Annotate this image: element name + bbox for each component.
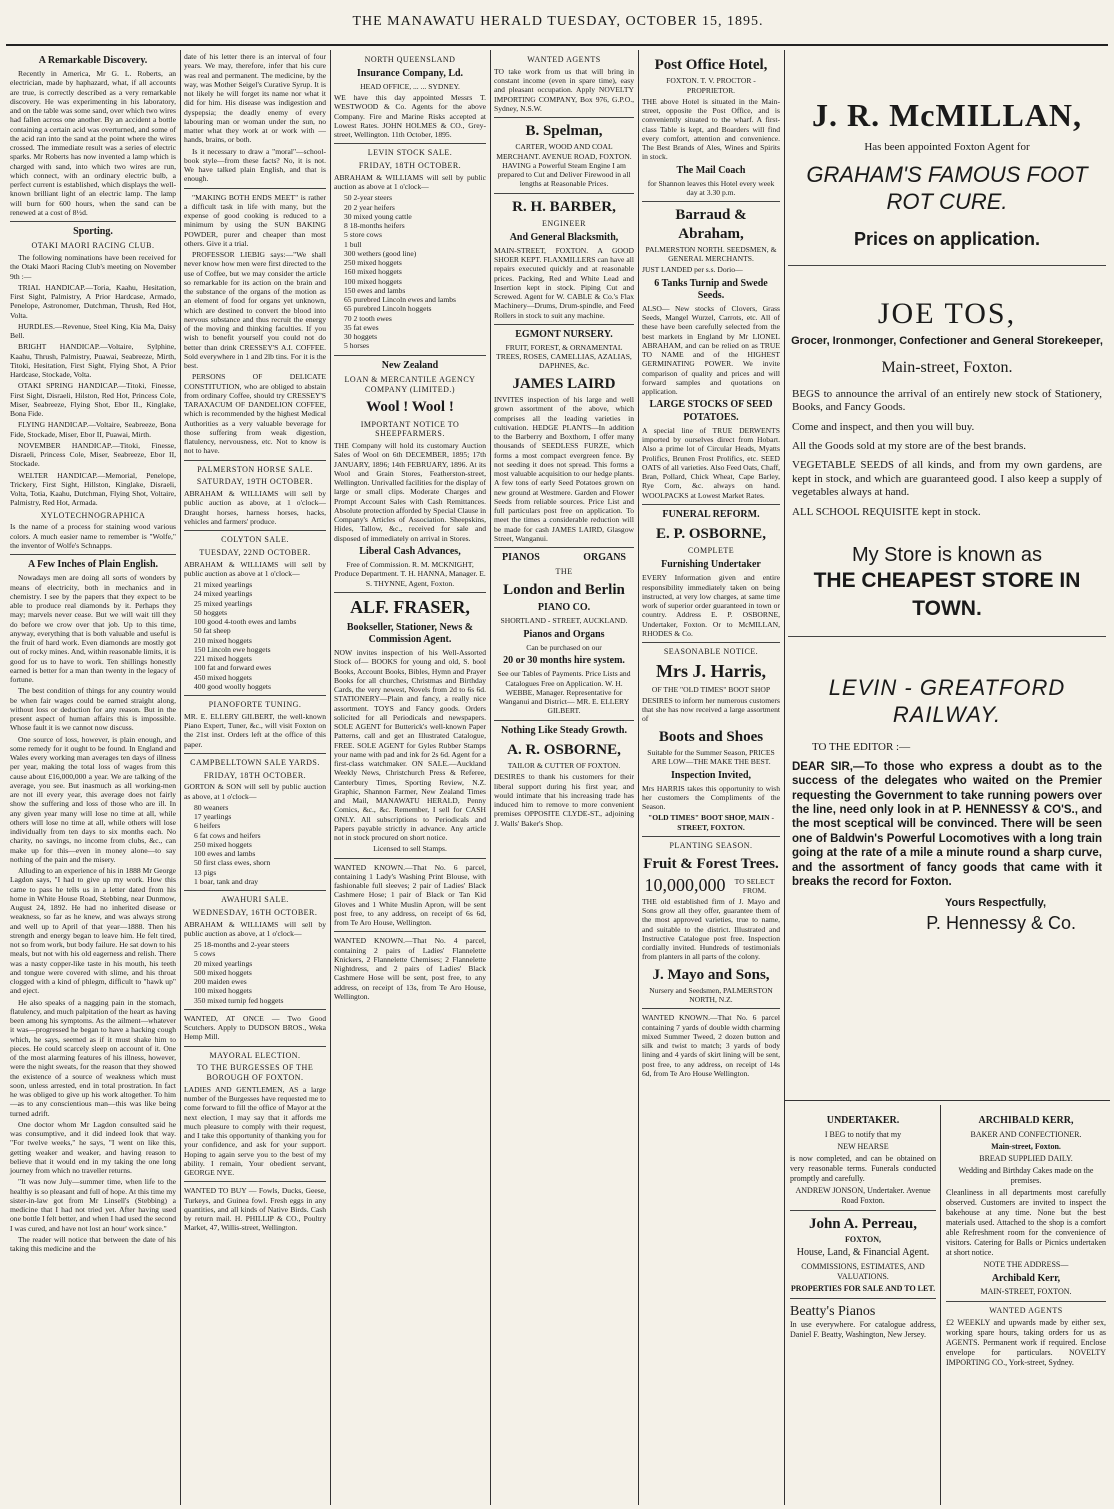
- advert-title: A. R. OSBORNE,: [507, 741, 621, 758]
- advert-paragraph: Suitable for the Summer Season, PRICES ARE LOW—THE MAKE THE BEST.: [647, 748, 775, 767]
- article-paragraph: One source of loss, however, is plain enough, and some remedy for it ought to be found. In England and Wales every working man averages ten days of illness per year, making the total loss of wages from this cause about £16,000,000 a year. We are talking of the average, you see. But inasmuch as all working-men are not ill every year, this average does not fairly show the suffering and loss of those who are ill. In any given year many will lose no time at all, while others will lose no time at all, while others will lose individually from ten days to six months each. No charity, no savings, no income from clubs, &c., can make up for this—even in money alone—to say nothing of the pain and the misery.: [10, 734, 176, 864]
- advert-paragraph: Licensed to sell Stamps.: [373, 844, 447, 854]
- advert-date: TUESDAY, 22ND OCTOBER.: [199, 547, 311, 557]
- advert-subheading: Furnishing Undertaker: [661, 559, 761, 571]
- article-paragraph: Is it necessary to draw a "moral"—school-book style—from these facts? No, it is not. We have talked plain English, and that is enough.: [184, 146, 326, 184]
- divider: [790, 1210, 936, 1211]
- divider: [184, 1046, 326, 1047]
- advert-title: JOE TOS,: [877, 297, 1017, 331]
- advert-subheading: PIANO CO.: [537, 602, 591, 614]
- masthead: THE MANAWATU HERALD TUESDAY, OCTOBER 15, 1895.: [352, 14, 764, 29]
- advert-paragraph: JUST LANDED per s.s. Dorio—: [642, 265, 743, 275]
- article-paragraph: The following nominations have been received for the Otaki Maori Racing Club's meeting on November 9th :—: [10, 253, 176, 281]
- advert-heading: WANTED AGENTS: [527, 55, 601, 64]
- divider: [494, 720, 634, 721]
- advert-title: EGMONT NURSERY.: [515, 328, 613, 340]
- advert-subheading: Grocer, Ironmonger, Confectioner and General Storekeeper,: [791, 334, 1103, 347]
- advert-paragraph: ABRAHAM & WILLIAMS will sell by public auction as above at 1 o'clock—: [184, 559, 326, 578]
- advert-paragraph: INVITES inspection of his large and well grown assortment of the above, which comprises all the leading varieties in cultivation. HEDGE PLANTS—In addition to the Barberry and Boxthorn, I offer many thousands of SEEDLESS FURZE, which forms a most compact evergreen fence. By not seeding it does not spread. This forms a most valuable acquisition to our hedge plants. A few tons of early Seed Potatoes grown on new ground at Westmere. Garden and Flower Seeds from reliable sources. Price List and full particulars post free on application. To meet the times a considerable reduction will be made for cash JAMES LAIRD, Glasgow Street, Wanganui.: [494, 395, 634, 543]
- list-item: 21 mixed yearlings: [194, 580, 253, 589]
- article-paragraph: HURDLES.—Revenue, Steel King, Kia Ma, Daisy Bell.: [10, 321, 176, 341]
- advert-paragraph: Cleanliness in all departments most carefully observed. Customers are invited to inspect the bakehouse at any time. None but the best materials used. Attached to the shop is a comfort able Refreshment room for the convenience of visitors. Catering for Balls or Picnics undertaken at short notice.: [946, 1187, 1106, 1257]
- divider: [184, 695, 326, 696]
- advert-heading: AWAHURI SALE.: [221, 895, 289, 904]
- advert-subheading: LOAN & MERCANTILE AGENCY COMPANY (LIMITED.): [344, 374, 476, 394]
- advert-paragraph: All the Goods sold at my store are of the best brands.: [792, 439, 1027, 452]
- divider: [784, 1100, 1110, 1101]
- divider: [334, 143, 486, 144]
- advert-title: JAMES LAIRD: [512, 375, 616, 392]
- advert-title: Wool ! Wool !: [366, 399, 454, 416]
- stock-list: [184, 940, 326, 1005]
- list-item: 150 Lincoln ewe hoggets: [194, 644, 271, 654]
- article-paragraph: "It was now July—summer time, when life to the healthy is so pleasant and full of hope. At this time my sister-in-law got from Mr Linsell's (Stebbing) a medicine that I had not tried yet. After having used one bottle I felt better, and when I had used the second I was cured, and have not lost an hour' work since.": [10, 1177, 176, 1233]
- list-item: 200 maiden ewes: [194, 977, 247, 986]
- list-item: 35 fat ewes: [344, 322, 379, 332]
- advert-subheading: TO THE BURGESSES OF THE BOROUGH OF FOXTON.: [196, 1063, 314, 1082]
- divider: [642, 1008, 780, 1009]
- advert-paragraph: ALL SCHOOL REQUISITE kept in stock.: [792, 505, 981, 518]
- divider: [334, 931, 486, 932]
- list-item: 150 ewes and lambs: [344, 285, 406, 295]
- stock-list: [334, 193, 486, 350]
- advert-paragraph: ABRAHAM & WILLIAMS will sell by public auction as above, at 1 o'clock—: [184, 919, 326, 938]
- letter-salutation: TO THE EDITOR :—: [812, 740, 911, 753]
- column-1: [6, 52, 180, 1502]
- advert-title: Barraud & Abraham,: [675, 207, 747, 242]
- advert-title: ALF. FRASER,: [350, 596, 470, 617]
- advert-paragraph: OF THE "OLD TIMES" BOOT SHOP: [651, 684, 771, 694]
- advert-subheading: Bookseller, Stationer, News & Commission Agent.: [346, 621, 474, 645]
- article-paragraph: WELTER HANDICAP.—Memorial, Penelope, Trickery, First Sight, Hillston, Kinglake, Disraeli, Volta, Totia, Kaahu, Dutchman, Flying Shot, Voltaire, Palmistry, Red Hot, Armada.: [10, 470, 176, 508]
- list-item: 30 mixed young cattle: [344, 211, 412, 221]
- advert-subheading: THE: [555, 567, 573, 577]
- advert-title: UNDERTAKER.: [826, 1115, 900, 1126]
- list-item: 20 2 year heifers: [344, 202, 395, 212]
- advert-title: Post Office Hotel,: [654, 57, 768, 73]
- advert-heading-row: [494, 552, 634, 564]
- list-item: 24 mixed yearlings: [194, 589, 253, 599]
- divider: [494, 547, 634, 548]
- advert-title: ARCHIBALD KERR,: [978, 1115, 1074, 1126]
- list-item: 100 ewes and lambs: [194, 849, 256, 858]
- advert-heading: MAYORAL ELECTION.: [209, 1050, 301, 1060]
- list-item: 500 mixed hoggets: [194, 967, 252, 977]
- divider: [184, 188, 326, 189]
- advert-title: My Store is known as: [851, 543, 1043, 566]
- advert-paragraph: WANTED, AT ONCE — Two Good Scutchers. Apply to DUDSON BROS., Weka Hemp Mill.: [184, 1013, 326, 1042]
- advert-paragraph: DESIRES to inform her numerous customers that she has now received a large assortment of: [642, 695, 780, 724]
- advert-paragraph: PERSONS OF DELICATE CONSTITUTION, who are obliged to abstain from ordinary Coffee, should try CRESSEY'S TARAXACUM OF DANDELION COFFEE, which is recommended by the highest Medical Authorities as a very valuable beverage for those suffering from weak digestion, flatulency, nervousness, etc. Not to know is not to have.: [184, 372, 326, 456]
- list-item: 5 horses: [344, 341, 370, 351]
- list-item: 50 fat sheep: [194, 626, 231, 636]
- article-paragraph: One doctor whom Mr Lagdon consulted said he was consumptive, and it did indeed look that way. "For twelve weeks," he says, "I went on like this, getting weaker and weaker, and having reason to believe that it would end in my taking the one long journey from which no traveller returns.: [10, 1119, 176, 1176]
- advert-paragraph: I BEG to notify that my: [824, 1129, 902, 1139]
- divider: [184, 530, 326, 531]
- letter-body: DEAR SIR,—To those who express a doubt as to the success of the delegates who waited on the Premier requesting the Government to take running powers over the line, need only look in at P. HENNESSY & CO'S., and the most sceptical will be convinced. There will be seen one of Baldwin's Powerful Locomotives with a long train going at the rate of a mile a minute round a sharp curve, and the assortment of fancy goods that came with it breaks the record for Foxton.: [792, 760, 1102, 888]
- subsection-heading: OTAKI MAORI RACING CLUB.: [31, 241, 155, 251]
- advert-subheading: Main-street, Foxton.: [881, 359, 1013, 377]
- list-item: 400 good woolly hoggets: [194, 681, 271, 691]
- letter-heading: LEVIN - GREATFORD RAILWAY.: [828, 674, 1066, 727]
- advert-paragraph: TO SELECT FROM.: [734, 876, 775, 895]
- list-item: 300 wethers (good line): [344, 248, 417, 258]
- divider: [788, 636, 1106, 637]
- advert-paragraph: MAIN-STREET, FOXTON.: [980, 1287, 1072, 1296]
- advert-title: R. H. BARBER,: [512, 198, 616, 215]
- article-paragraph: He also speaks of a nagging pain in the stomach, flatulency, and much palpitation of the heart as having been among his symptoms. As the ailment—whatever it was—progressed he began to have a hacking cough which, he says, seemed as if it must shake him to pieces. He could scarcely sleep on account of it. One of the most alarming features of his illness, however, were the night sweats, for the reason that they showed the existence of a source of weakness which must soon, unless arrested, end in total prostration. In fact he was obliged to give up his work altogether. To him—as to any conscientious man—this was like being turned adrift.: [10, 997, 176, 1118]
- divider: [184, 460, 326, 461]
- advert-subheading: 20 or 30 months hire system.: [503, 655, 625, 667]
- list-item: 160 mixed hoggets: [344, 267, 402, 277]
- advert-paragraph: is now completed, and can be obtained on very reasonable terms. Funerals conducted promptly and carefully.: [790, 1153, 936, 1183]
- advert-heading: SEASONABLE NOTICE.: [663, 647, 759, 656]
- column-4: [490, 52, 638, 1502]
- list-item: 80 weaners: [194, 802, 229, 812]
- article-paragraph: The reader will notice that between the date of his taking this medicine and the: [10, 1234, 176, 1254]
- advert-title: London and Berlin: [503, 581, 625, 598]
- advert-paragraph: £2 WEEKLY and upwards made by either sex, working spare hours, taking orders for us as AGENTS. Permanent work if required. Enclose envelope for particulars. NOVELTY IMPORTING CO., York-street, Sydney.: [946, 1318, 1106, 1367]
- column-divider: [940, 1105, 941, 1505]
- advert-paragraph: THE old established firm of J. Mayo and Sons grow all they offer, guarantee them of the most approved varieties, true to name, and suitable to the district. Illustrated and Instructive Catalogue post free. Inspection cordially invited. Hundreds of testimonials from planters in all parts of the colony.: [642, 896, 780, 962]
- advert-paragraph: NOW invites inspection of his Well-Assorted Stock of— BOOKS for young and old, S. bool Books, Account Books, Bibles, Hymn and Prayer Books for all churches, Christmas and Birthday Cards, the very newest, Novels from 2d to 6s 6d. STATIONERY—Plain and fancy, a really nice assortment. TOYS and Fancy goods. Orders solicited for all Periodicals and newspapers. SOLE AGENT for Butterick's well-known Paper Patterns, call and get an Illustrated Catalogue, FREE. SOLE AGENT for Gyles Rubber Stamps your name with pad and ink for 2s 6d. Agent for a first-class watchmaker. ON SALE.—Auckland Weekly News, Christchurch Press & Referee, Canterbury Times, Sporting Review, N.Z. Graphic, Shannon Farmer, New Zealand Times and Mail, MANAWATU HERALD, Penny Comics, &c., &c. Remember, I sell for CASH ONLY. All subscriptions to Periodicals and Papers payable strictly in advance. Any article not in stock procured on short notice.: [334, 648, 486, 843]
- advert-paragraph: LADIES AND GENTLEMEN, AS a large number of the Burgesses have requested me to come forward to fill the office of Mayor at the next election, I may say that it affords me much pleasure to comply with their request, and I take this opportunity of thanking you for your confidence, and ask for your support. Hoping to again serve you to the best of my ability. I remain, Your obedient servant, GEORGE NYE.: [184, 1084, 326, 1177]
- advert-date: FRIDAY, 18TH OCTOBER.: [203, 770, 307, 780]
- divider: [494, 324, 634, 325]
- stock-list: [184, 803, 326, 886]
- advert-title: FUNERAL REFORM.: [662, 508, 760, 520]
- list-item: 65 purebred Lincoln hoggets: [344, 304, 432, 314]
- divider: [334, 355, 486, 356]
- stock-list: [184, 580, 326, 691]
- list-item: 100 mixed hoggets: [194, 986, 252, 996]
- list-item: 30 hoggets: [344, 332, 378, 342]
- advert-paragraph: VEGETABLE SEEDS of all kinds, and from my own gardens, are kept in stock, and which are guaranteed good. I also keep a supply of vegetables always at hand.: [792, 459, 1102, 499]
- divider: [184, 753, 326, 754]
- advert-paragraph: BREAD SUPPLIED DAILY.: [979, 1153, 1073, 1163]
- letter-closing: Yours Respectfully,: [944, 897, 1046, 910]
- advert-title: New Zealand: [381, 359, 439, 371]
- divider: [334, 592, 486, 593]
- advert-title: E. P. OSBORNE,: [656, 526, 766, 543]
- article-heading: A Remarkable Discovery.: [38, 55, 148, 66]
- divider: [788, 265, 1106, 266]
- advert-paragraph: CARTER, WOOD AND COAL MERCHANT. AVENUE ROAD, FOXTON. HAVING a Powerful Steam Engine I am prepared to Cut and Deliver Firewood in all lengths at Reasonable Prices.: [496, 142, 632, 189]
- advert-paragraph: Has been appointed Foxton Agent for: [864, 141, 1030, 154]
- advert-paragraph: BAKER AND CONFECTIONER.: [970, 1129, 1082, 1139]
- list-item: 100 good 4-tooth ewes and lambs: [194, 617, 297, 626]
- advert-title: GRAHAM'S FAMOUS FOOT ROT CURE.: [806, 162, 1088, 214]
- list-item: 5 cows: [194, 949, 216, 959]
- letter-signature: P. Hennessy & Co.: [926, 912, 1076, 933]
- article-paragraph: Recently in America, Mr G. L. Roberts, an electrician, made by haphazard, what, if all accounts are true, is correctly described as a very remarkable discovery. He was experimenting in his laboratory, and on the table was some sand, over which two wires had fallen across one another. By an accident a bottle containing a certain acid was overturned, and some of the acid ran into the sand at the point where the wires crossed. The immediate result was a series of electric sparks. Mr Roberts has now invented a lamp which is charged with sand, into which two wires are run, which connect, with an ordinary electric bulb, a perfect current is established, which displays the well-known brilliant light of an electric lamp. The lamp will burn for 600 hours, when the sand can be renewed at a cost of 8½d.: [10, 69, 176, 217]
- advert-title: Fruit & Forest Trees.: [643, 855, 779, 872]
- divider: [184, 890, 326, 891]
- divider: [946, 1301, 1106, 1302]
- list-item: 17 yearlings: [194, 812, 232, 821]
- article-paragraph: BRIGHT HANDICAP.—Voltaire, Sylphine, Kaahu, Thrush, Palmistry, Puawai, Seabreeze, Mirth, Titoki, Hesitation, First Sight, Flying Shot, A Prior Hardcase, Stockade, Volta.: [10, 342, 176, 380]
- advert-paragraph: A special line of TRUE DERWENTS imported by ourselves direct from Hobart. Also a prime lot of Circular Heads, Myatts Prolifics, Brunen Frost Prolifics, etc. SEED OATS of all varieties. Also Feed Oats, Chaff, Bran, Pollard, Chick Wheat, Cape Barley, Rye Corn, &c. always on hand. WOOLPACKS at Lowest Market Rates.: [642, 425, 780, 500]
- article-paragraph: NOVEMBER HANDICAP.—Titoki, Finesse, Disraeli, Princess Cole, Miser, Seabreeze, Ebor II, Stockade.: [10, 440, 176, 469]
- advert-title: J. R. McMILLAN,: [811, 97, 1083, 133]
- column-2: [180, 52, 330, 1502]
- advert-paragraph: "MAKING BOTH ENDS MEET" is rather a difficult task in life with many, but the expense of good cooking is reduced to a minimum by using the SUN BAKING POWDER, purer and cheaper than most others. Give it a trial.: [184, 192, 326, 248]
- list-item: 50 2-year steers: [344, 193, 393, 203]
- divider: [494, 117, 634, 118]
- divider: [642, 201, 780, 202]
- advert-paragraph: ABRAHAM & WILLIAMS will sell by public auction as above, at 1 o'clock— Draught horses, harness horses, hacks, vehicles and farmers' produce.: [184, 489, 326, 526]
- advert-title: THE CHEAPEST STORE IN TOWN.: [813, 569, 1081, 620]
- advert-title: Nothing Like Steady Growth.: [501, 724, 627, 736]
- advert-subheading: Archibald Kerr,: [991, 1272, 1061, 1284]
- advert-paragraph: "OLD TIMES" BOOT SHOP, MAIN - STREET, FOXTON.: [647, 813, 775, 832]
- section-heading: Sporting.: [73, 226, 113, 238]
- divider: [334, 858, 486, 859]
- masthead-rule: [6, 44, 1108, 46]
- advert-paragraph: Nursery and Seedsmen, PALMERSTON NORTH, N.Z.: [649, 985, 773, 1005]
- advert-paragraph: DESIRES to thank his customers for their liberal support during his first year, and would intimate that his increasing trade has induced him to remove to more convenient premises OPPOSITE CLYDE-ST., adjoining J. Walls' Baker's Shop.: [494, 772, 634, 828]
- advert-paragraph: PALMERSTON NORTH. SEEDSMEN, & GENERAL MERCHANTS.: [645, 244, 777, 264]
- advert-paragraph: WANTED TO BUY — Fowls, Ducks, Geese, Turkeys, and Guinea fowl. Fresh eggs in any quantities, and all kinds of Native Birds. Cash by return mail. H. PHILLIP & CO., Poultry Market, 47, Willis-street, Wellington.: [184, 1186, 326, 1233]
- advert-paragraph: PROFESSOR LIEBIG says:—"We shall never know how men were first directed to the use of Coffee, but we may consider the article so remarkable for its action on the brain and the substance of the organs of the motion as an element of food for organs yet unknown, which are destined to convert the blood into nervous substance and thus recruit the energy of the moving and thinking faculties. If you wish to benefit yourself you could not do better than drink CRESSEY'S A.I. COFFEE. Sold everywhere in 1 and 2lb tins. For it is the best.: [184, 250, 326, 370]
- advert-heading: PALMERSTON HORSE SALE.: [197, 464, 313, 474]
- advert-paragraph: Free of Commission. R. M. MCKNIGHT, Produce Department. T. H. HANNA, Manager. E. S. THYNNE, Agent, Foxton.: [334, 560, 486, 588]
- advert-heading: NORTH QUEENSLAND: [364, 55, 456, 64]
- advert-heading: PLANTING SEASON.: [669, 840, 753, 850]
- advert-date: FRIDAY, 18TH OCTOBER.: [358, 161, 462, 171]
- advert-title: 10,000,000: [644, 874, 726, 895]
- advert-paragraph: MAIN-STREET, FOXTON. A GOOD SHOER KEPT. FLAXMILLERS can have all repairs executed quickly and at reasonable prices. Packing, Red and White Lead and Insertion kept in stock. Piping Cut and Screwed. Agent for W. CABLE & Co.'s Flax Machinery—Drums, Drum-spindle, and Feed Rollers in stock to suit any machine.: [494, 245, 634, 320]
- advert-paragraph: In use everywhere. For catalogue address, Daniel F. Beatty, Washington, New Jersey.: [790, 1320, 936, 1340]
- advert-subheading: IMPORTANT NOTICE TO SHEEPFARMERS.: [360, 419, 460, 439]
- list-item: 1 boar, tank and dray: [194, 876, 259, 886]
- advert-title: Liberal Cash Advances,: [359, 545, 461, 557]
- subsection-heading: XYLOTECHNOGRAPHICA: [40, 510, 146, 520]
- list-item: 6 heifers: [194, 821, 221, 831]
- list-item: 70 2 tooth ewes: [344, 313, 392, 323]
- advert-subheading: And General Blacksmith,: [509, 231, 619, 243]
- advert-paragraph: FOXTON,: [844, 1235, 882, 1245]
- advert-paragraph: Wedding and Birthday Cakes made on the premises.: [958, 1165, 1094, 1185]
- list-item: 221 mixed hoggets: [194, 654, 252, 663]
- advert-paragraph: MR. E. ELLERY GILBERT, the well-known Piano Expert, Tuner, &c., will visit Foxton on the 21st inst. Orders left at the office of this paper.: [184, 711, 326, 749]
- advert-heading: PIANOS: [502, 552, 540, 564]
- list-item: 25 18-months and 2-year steers: [194, 940, 290, 949]
- baker-advert: [946, 1112, 1106, 1370]
- advert-title-row: [642, 875, 780, 897]
- advert-title: J. Mayo and Sons,: [652, 966, 770, 983]
- advert-paragraph: Main-street, Foxton.: [991, 1141, 1061, 1151]
- list-item: 5 store cows: [344, 230, 382, 240]
- advert-paragraph: COMMISSIONS, ESTIMATES, AND VALUATIONS.: [801, 1261, 925, 1281]
- advert-subheading: Inspection Invited,: [670, 769, 751, 781]
- divider: [184, 1181, 326, 1182]
- advert-paragraph: ABRAHAM & WILLIAMS will sell by public auction as above at 1 o'clock—: [334, 172, 486, 192]
- advert-subheading: COMPLETE: [687, 546, 735, 556]
- advert-date: WEDNESDAY, 16TH OCTOBER.: [192, 907, 318, 917]
- list-item: 8 18-months heifers: [344, 221, 405, 231]
- advert-title: Mrs J. Harris,: [656, 660, 766, 681]
- advert-subheading: 6 Tanks Turnip and Swede Seeds.: [654, 277, 768, 301]
- advert-title: John A. Perreau,: [808, 1215, 918, 1232]
- advert-paragraph: HEAD OFFICE, ... ... SYDNEY.: [360, 81, 460, 91]
- divider: [642, 642, 780, 643]
- advert-paragraph: TO take work from us that will bring in constant income (even in spare time), easy and pleasant occupation. Apply NOVELTY IMPORTING COMPANY, Box 976, G.P.O., Sydney, N.S.W.: [494, 66, 634, 113]
- advert-heading: COLYTON SALE.: [221, 535, 289, 544]
- advert-paragraph: BEGS to announce the arrival of an entirely new stock of Stationery, Books, and Fancy Goods.: [792, 387, 1102, 414]
- list-item: 100 fat and forward ewes: [194, 663, 272, 673]
- article-paragraph: FLYING HANDICAP.—Voltaire, Seabreeze, Bona Fide, Stockade, Miser, Ebor II, Puawai, Mirth.: [10, 420, 176, 439]
- list-item: 250 mixed hoggets: [194, 839, 252, 849]
- article-paragraph: Alluding to an experience of his in 1888 Mr George Lagdon says, "I had to give up my work. How this came to pass he tells us in a letter dated from his home in White House Road, Stebbing, near Dunmow, August 24, 1892. He had no inherited disease or weakness, so far as he knew, and was always strong and well up to April of that year—1888. Then his strength and energy began to leave him. He felt tired, not so from work, but body failure. He sat down to his meals, but not with his old eagerness and relish. There was a nasty copper-like taste in his mouth, his teeth and tongue were covered with slime, and his throat clogged with a kind of phlegm, difficult to "hawk up" and eject.: [10, 866, 176, 996]
- advert-title: Prices on application.: [853, 229, 1041, 250]
- advert-date: SATURDAY, 19TH OCTOBER.: [196, 477, 314, 487]
- divider: [10, 554, 176, 555]
- article-paragraph: Is the name of a process for staining wood various colors. A much easier name to remember is "Wolfe," the inventor of Wolfe's Schnapps.: [10, 522, 176, 550]
- advert-paragraph: Come and inspect, and then you will buy.: [792, 420, 975, 433]
- list-item: 100 mixed hoggets: [344, 276, 402, 286]
- advert-paragraph: PROPERTIES FOR SALE AND TO LET.: [790, 1283, 936, 1293]
- advert-paragraph: TAILOR & CUTTER OF FOXTON.: [507, 761, 621, 771]
- list-item: 6 fat cows and heifers: [194, 830, 261, 840]
- advert-paragraph: FOXTON. T. V. PROCTOR - PROPRIETOR.: [666, 76, 756, 95]
- list-item: 450 mixed hoggets: [194, 672, 252, 682]
- advert-heading: ORGANS: [583, 552, 626, 564]
- advert-heading: LEVIN STOCK SALE.: [367, 148, 453, 158]
- list-item: 250 mixed hoggets: [344, 258, 402, 268]
- advert-subheading: ENGINEER: [542, 218, 586, 228]
- article-paragraph: OTAKI SPRING HANDICAP.—Titoki, Finesse, First Sight, Disraeli, Hilston, Red Hot, Princess Cole, Miser, Seabreeze, Flying Shot, Ebor II., Kinglake, Bona Fide.: [10, 381, 176, 419]
- list-item: 13 pigs: [194, 867, 217, 877]
- advert-title: B. Spelman,: [525, 123, 603, 139]
- advert-subheading: The Mail Coach: [676, 164, 746, 176]
- advert-paragraph: WE have this day appointed Messrs T. WESTWOOD & Co. Agents for the above Company. Fire and Marine Risks accepted at Lowest Rates. JOHN HOLMES & CO., Grey-street, Wellington. 11th October, 1895.: [334, 93, 486, 140]
- divider: [184, 1009, 326, 1010]
- advert-paragraph: GORTON & SON will sell by public auction as above, at 1 o'clock—: [184, 782, 326, 801]
- article-paragraph: TRIAL HANDICAP.—Toria, Kaahu, Hesitation, First Sight, Palmistry, A Prior Hardcase, Armado, Penelope, Astronomer, Dutchman, Thrush, Red Hot, Volta.: [10, 282, 176, 320]
- advert-paragraph: THE above Hotel is situated in the Main-street, opposite the Post Office, and is conveniently situated to the wharf. A first-class Table is kept, and Boarders will find every comfort, attention and convenience. The Best Brands of Ales, Wines and Spirits in stock.: [642, 96, 780, 162]
- list-item: 25 mixed yearlings: [194, 598, 253, 608]
- divider: [642, 504, 780, 505]
- list-item: 210 mixed hoggets: [194, 635, 252, 645]
- advert-subheading: LARGE STOCKS OF SEED POTATOES.: [649, 399, 773, 423]
- advert-heading: PIANOFORTE TUNING.: [208, 700, 302, 709]
- undertaker-advert: [790, 1112, 936, 1342]
- advert-paragraph: FRUIT, FOREST, & ORNAMENTAL TREES, ROSES, CAMELLIAS, AZALIAS, DAPHNES, &c.: [496, 342, 632, 371]
- divider: [494, 193, 634, 194]
- column-3: [330, 52, 490, 1502]
- advert-paragraph: SHORTLAND - STREET, AUCKLAND.: [500, 616, 628, 626]
- article-paragraph: date of his letter there is an interval of four years. We may, therefore, infer that his cure was real and permanent. The medicine, by the way, was Mother Seigel's Curative Syrup. It is not likely he will forget its name nor what it did for him. His disease was indigestion and dyspepsia; the deadly enemy of every labouring man or woman under the sun, no matter what they work at or work with —hands, brains, or both.: [184, 52, 326, 145]
- advert-paragraph: House, Land, & Financial Agent.: [796, 1247, 930, 1259]
- advert-paragraph: NOTE THE ADDRESS—: [983, 1259, 1069, 1269]
- advert-paragraph: WANTED KNOWN.—That No. 4 parcel, containing 2 pairs of Ladies' Flannelette Knickers, 2 Flannelette Chemises; 2 Flannelette Nightdress, and 2 pairs of Ladies' Black Cashmere Hose will be sent, post free, to any address, on receipt of 13s, from Te Aro House, Wellington.: [334, 936, 486, 1001]
- list-item: 65 purebred Lincoln ewes and lambs: [344, 295, 456, 305]
- advert-paragraph: See our Tables of Payments. Price Lists and Catalogues Free on Application. W. H. WEBBE, Manager. Representative for Wanganui and District— MR. E. ELLERY GILBERT.: [497, 669, 631, 716]
- advert-heading: CAMPBELLTOWN SALE YARDS.: [190, 757, 320, 767]
- advert-paragraph: Can be purchased on our: [526, 642, 602, 652]
- advert-paragraph: WANTED KNOWN.—That No. 6 parcel, containing 1 Lady's Washing Print Blouse, with fashionable full sleeves; 2 pair of Ladies' Black Cashmere Hose; 1 pair of Black or Tan Kid Gloves and 1 White Muslin Apron, will be sent post free, to any address, on receipt of 6s 6d, from Te Aro House, Wellington.: [334, 862, 486, 928]
- list-item: 350 mixed turnip fed hoggets: [194, 995, 284, 1005]
- divider: [642, 836, 780, 837]
- advert-subheading: Pianos and Organs: [523, 628, 605, 640]
- advert-paragraph: ALSO— New stocks of Clovers, Grass Seeds, Mangel Wurzel, Carrots, etc. All of these have been carefully selected from the best markets in England by Mr LIONEL ABRAHAM, and can be relied on as TRUE TO NAME and of the HIGHEST GERMINATING POWER. We invite comparison of quality and prices and will forward samples and quotations on application.: [642, 303, 780, 397]
- article-paragraph: The best condition of things for any country would be when fair wages could be earned straight along, without loss or deduction for any reason. But in the present aspect of human affairs this is impossible. Whose fault it is we cannot now discuss.: [10, 686, 176, 733]
- list-item: 50 first class ewes, shorn: [194, 858, 271, 868]
- advert-title: Beatty's Pianos: [790, 1303, 876, 1319]
- divider: [10, 221, 176, 222]
- article-paragraph: Nowadays men are doing all sorts of wonders by means of electricity, both in mechanics and in chemistry. I see by the papers that they expect to be able to produce real diamonds by it. Perhaps they may; marvels never cease. But we will wait till they do before we crow over that job. Up to this time, anyway, everything that is both valuable and useful is the fruit of hard work. Even diamonds are mostly got out of rocky mines. And, within reasonable limits, it is good for us to have to work. Ten shillings honestly earned is better for a man than twenty in the legacy of fortune.: [10, 573, 176, 685]
- article-heading: A Few Inches of Plain English.: [27, 559, 159, 571]
- advert-heading: WANTED AGENTS: [989, 1306, 1063, 1315]
- advert-paragraph: ANDREW JONSON, Undertaker. Avenue Road Foxton.: [795, 1185, 931, 1205]
- list-item: 20 mixed yearlings: [194, 958, 253, 968]
- advert-title: Insurance Company, Ld.: [356, 67, 464, 79]
- divider: [790, 1298, 936, 1299]
- advert-paragraph: NEW HEARSE: [837, 1141, 889, 1151]
- advert-paragraph: for Shannon leaves this Hotel every week day at 3.30 p.m.: [647, 178, 775, 197]
- advert-paragraph: EVERY Information given and entire responsibility immediately taken on being instructed, at very low charges, at same time work of superior order guaranteed in town or country. Address E. P. OSBORNE, Undertaker, Foxton. Or to McMILLAN, RHODES & Co.: [642, 573, 780, 638]
- advert-paragraph: Mrs HARRIS takes this opportunity to wish her customers the Compliments of the Season.: [642, 783, 780, 812]
- list-item: 1 bull: [344, 239, 362, 249]
- advert-paragraph: WANTED KNOWN.—That No. 6 parcel containing 7 yards of double width charming mixed Summer Tweed, 2 dozen button and silk and twist to match; 3 yards of body lining and 4 yards of skirt lining will be sent, post free, to any address, on receipt of 14s 6d, from Te Aro House Wellington.: [642, 1013, 780, 1078]
- column-5: [638, 52, 784, 1502]
- list-item: 50 hoggets: [194, 607, 228, 617]
- advert-title: Boots and Shoes: [658, 728, 764, 745]
- advert-paragraph: THE Company will hold its customary Auction Sales of Wool on 6th DECEMBER, 1895; 17th JANUARY, 1896; 14th FEBRUARY, 1896. At its Wool and Grain Stores, Featherston-street, Wellington. Unrivalled facilities for the display of large or small clips. Moderate Charges and Prompt Account Sales with Cash Remittances. Absolute protection afforded by Special Clause in Company's Articles of Association. Sheepskins, Hides, Tallow, &c., received for sale and disposed of immediately on arrival in Stores.: [334, 441, 486, 543]
